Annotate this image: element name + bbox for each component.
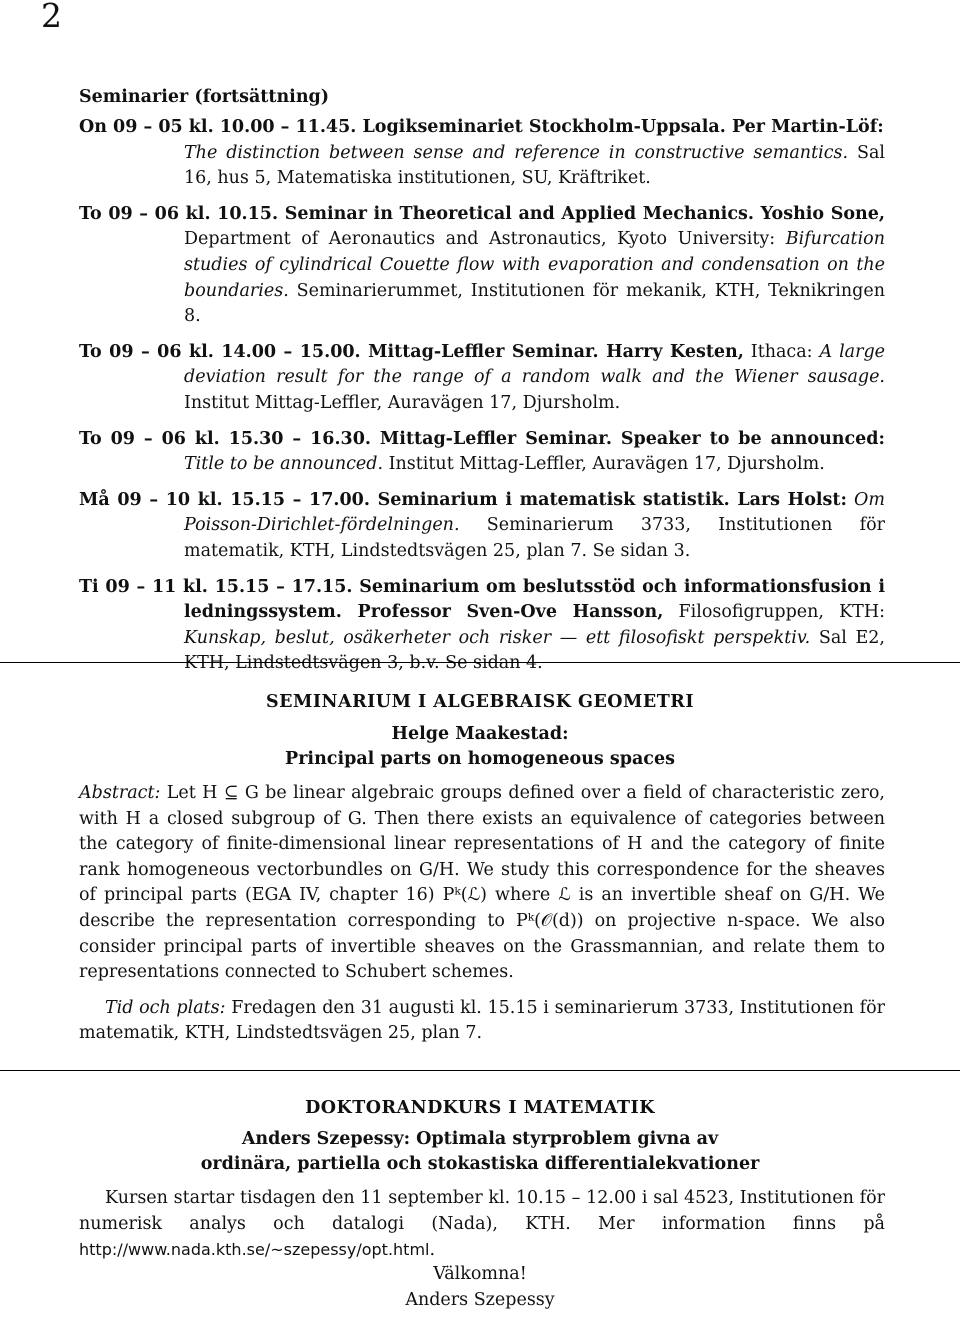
algebra-body <box>79 781 885 1057</box>
seminar-list <box>79 115 885 687</box>
course-welcome: Välkomna! <box>433 1264 527 1284</box>
algebra-abstract: Abstract: Let H ⊆ G be linear algebraic groups defined over a field of characteristic zero, with H a closed subgroup of G. Then there exists an equivalence of categories between the category of finite-dimensional linear representations of H and the category of finite rank homogeneous vectorbundles on G/H. We study this correspondence for the sheaves of principal parts (EGA IV, chapter 16) Pᵏ(ℒ) where ℒ is an invertible sheaf on G/H. We describe the representation corresponding to Pᵏ(𝒪(d)) on projective n-space. We also consider principal parts of invertible sheaves on the Grassmannian, and relate them to representations connected to Schubert schemes. <box>79 783 885 983</box>
algebra-time-place: Tid och plats: Fredagen den 31 augusti kl. 15.15 i seminarierum 3733, Institutionen för matematik, KTH, Lindstedtsvägen 25, plan 7. <box>79 997 885 1044</box>
seminars-heading: Seminarier (fortsättning) <box>79 87 330 107</box>
course-title-line1: Anders Szepessy: Optimala styrproblem givna av <box>241 1129 719 1149</box>
course-title-line2: ordinära, partiella och stokastiska differentialekvationer <box>200 1154 760 1174</box>
algebra-section-title: SEMINARIUM I ALGEBRAISK GEOMETRI <box>265 692 695 712</box>
seminar-entry: Ti 09 – 11 kl. 15.15 – 17.15. Seminarium om beslutsstöd och informationsfusion i ledningssystem. Professor Sven-Ove Hansson, Filosofigruppen, KTH: Kunskap, beslut, osäkerheter och risker — ett filosofiskt perspektiv. Sal E2, KTH, Lindstedtsvägen 3, b.v. Se sidan 4. <box>79 576 885 674</box>
course-text: Kursen startar tisdagen den 11 september kl. 10.15 – 12.00 i sal 4523, Institutionen för numerisk analys och datalogi (Nada), KTH. Mer information finns på http://www.nada.kth.se/~szepessy/opt.html. <box>79 1188 885 1261</box>
seminar-entry: On 09 – 05 kl. 10.00 – 11.45. Logikseminariet Stockholm-Uppsala. Per Martin-Löf: The distinction between sense and reference in constructive semantics. Sal 16, hus 5, Matematiska institutionen, SU, Kräftriket. <box>79 117 885 189</box>
course-body <box>79 1186 885 1274</box>
seminar-entry: To 09 – 06 kl. 10.15. Seminar in Theoretical and Applied Mechanics. Yoshio Sone, Department of Aeronautics and Astronautics, Kyoto University: Bifurcation studies of cylindrical Couette flow with evaporation and condensation on the boundaries. Seminarierummet, Institutionen för mekanik, KTH, Teknikringen 8. <box>79 203 885 327</box>
section-divider <box>0 662 960 663</box>
algebra-talk-title: Principal parts on homogeneous spaces <box>285 749 675 769</box>
course-signature: Anders Szepessy <box>405 1290 555 1310</box>
seminar-entry: To 09 – 06 kl. 15.30 – 16.30. Mittag-Leffler Seminar. Speaker to be announced: Title to be announced. Institut Mittag-Leffler, Auravägen 17, Djursholm. <box>79 428 885 475</box>
course-url-link[interactable]: http://www.nada.kth.se/~szepessy/opt.html <box>79 1240 430 1260</box>
algebra-speaker: Helge Maakestad: <box>391 724 569 744</box>
seminar-entry: Må 09 – 10 kl. 15.15 – 17.00. Seminarium i matematisk statistik. Lars Holst: Om Poisson-Dirichlet-fördelningen. Seminarierum 3733, Institutionen för matematik, KTH, Lindstedtsvägen 25, plan 7. Se sidan 3. <box>79 489 885 561</box>
page-number: 2 <box>41 0 62 35</box>
section-divider <box>0 1070 960 1071</box>
seminar-entry: To 09 – 06 kl. 14.00 – 15.00. Mittag-Leffler Seminar. Harry Kesten, Ithaca: A large deviation result for the range of a random walk and the Wiener sausage. Institut Mittag-Leffler, Auravägen 17, Djursholm. <box>79 341 886 413</box>
course-section-title: DOKTORANDKURS I MATEMATIK <box>305 1098 655 1118</box>
